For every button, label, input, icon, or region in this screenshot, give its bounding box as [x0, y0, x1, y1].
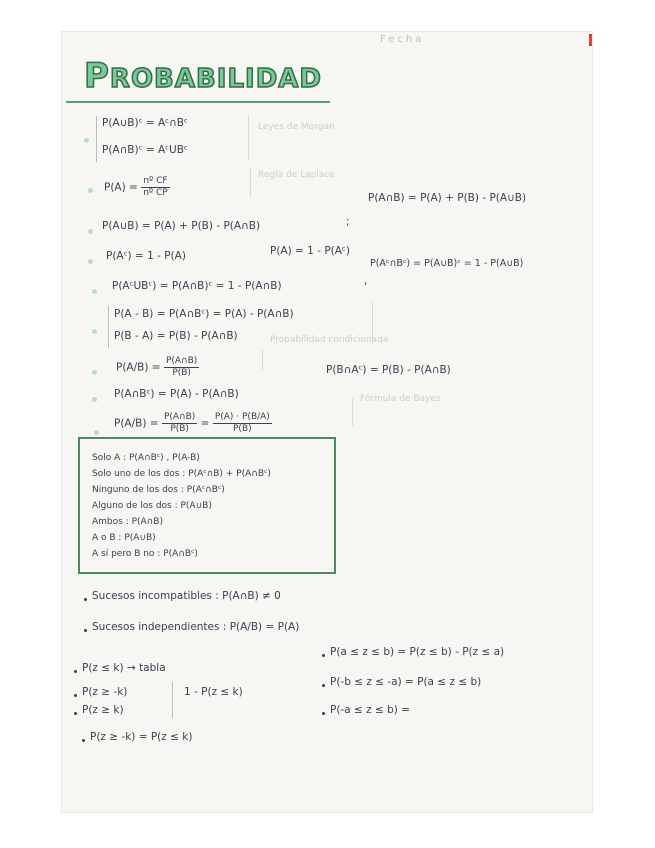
laplace-denominator: nº CP [143, 188, 168, 198]
laplace-lhs: P(A) = [104, 181, 138, 194]
title-underline [66, 101, 330, 103]
bayes-denominator-2: P(B) [233, 424, 252, 434]
normal-brace-result: 1 - P(z ≤ k) [184, 686, 243, 698]
box-item-a-o-b: A o B : P(A∪B) [92, 533, 156, 543]
normal-z-ge-negk: P(z ≥ -k) [82, 686, 128, 698]
bullet [74, 712, 77, 715]
bullet [88, 188, 93, 193]
date-mark: Fecha [380, 34, 425, 45]
bullet [88, 259, 93, 264]
formula-difference-2: P(B - A) = P(B) - P(A∩B) [114, 330, 238, 342]
normal-nega-z-b: P(-a ≤ z ≤ b) = [330, 704, 411, 716]
formula-inter-complement-2: P(B∩Aᶜ) = P(B) - P(A∩B) [326, 364, 451, 376]
notebook-page [62, 32, 592, 812]
bayes-fraction-1 [162, 412, 197, 435]
note-bracket [248, 116, 249, 160]
normal-negb-z-nega: P(-b ≤ z ≤ -a) = P(a ≤ z ≤ b) [330, 676, 482, 688]
page-title [84, 56, 322, 96]
box-item-solo-a: Solo A : P(A∩Bᶜ) , P(A-B) [92, 453, 200, 463]
note-laplace: Regla de Laplace [258, 170, 335, 180]
formula-demorgan-2: P(A∩B)ᶜ = AᶜUBᶜ [102, 144, 188, 156]
formula-inter-complement: P(A∩Bᶜ) = P(A) - P(A∩B) [114, 388, 239, 400]
bullet [92, 397, 97, 402]
formula-complement-union: P(AᶜUBᶜ) = P(A∩B)ᶜ = 1 - P(A∩B) [112, 280, 282, 292]
bayes-numerator-1: P(A∩B) [163, 412, 196, 422]
formula-bayes [114, 412, 272, 435]
conditional-denominator: P(B) [172, 368, 191, 378]
laplace-numerator: nº CF [143, 176, 168, 186]
note-conditional: Probabilidad condicionada [270, 335, 389, 345]
bracket-line [96, 116, 97, 162]
normal-z-ge-k: P(z ≥ k) [82, 704, 124, 716]
bayes-denominator-1: P(B) [170, 424, 189, 434]
bullet [322, 654, 325, 657]
box-item-a-si-b-no: A sí pero B no : P(A∩Bᶜ) [92, 549, 198, 559]
formula-demorgan-1: P(A∪B)ᶜ = Aᶜ∩Bᶜ [102, 117, 188, 129]
bayes-fraction-2 [213, 412, 272, 435]
note-demorgan: Leyes de Morgan [258, 122, 335, 132]
bullet [84, 629, 87, 632]
bullet [84, 598, 87, 601]
formula-conditional [116, 356, 199, 379]
bullet [92, 289, 97, 294]
page-title-initial: P [84, 56, 110, 96]
formula-complement-2: P(A) = 1 - P(Aᶜ) [270, 245, 350, 257]
laplace-fraction [141, 176, 170, 199]
separator: ; [346, 216, 350, 228]
bullet [84, 138, 89, 143]
margin-mark [589, 34, 592, 46]
bayes-lhs: P(A/B) = [114, 417, 159, 430]
events-independent: Sucesos independientes : P(A/B) = P(A) [92, 621, 300, 633]
bayes-equals: = [200, 417, 210, 430]
formula-complement-inter: P(Aᶜ∩Bᶜ) = P(A∪B)ᶜ = 1 - P(A∪B) [370, 258, 524, 269]
bracket-line [108, 306, 109, 348]
formula-laplace [104, 176, 170, 199]
note-bracket [262, 350, 263, 370]
bullet [74, 670, 77, 673]
bullet [322, 684, 325, 687]
formula-intersection: P(A∩B) = P(A) + P(B) - P(A∪B) [368, 192, 527, 204]
cases-box [78, 437, 336, 574]
box-item-ambos: Ambos : P(A∩B) [92, 517, 163, 527]
bullet [94, 430, 99, 435]
brace [172, 682, 173, 718]
bayes-numerator-2: P(A) · P(B/A) [214, 412, 270, 422]
formula-complement: P(Aᶜ) = 1 - P(A) [106, 250, 186, 262]
separator: , [364, 275, 368, 287]
bullet [82, 739, 85, 742]
note-bracket [250, 168, 251, 198]
bullet [322, 712, 325, 715]
conditional-fraction [164, 356, 199, 379]
conditional-lhs: P(A/B) = [116, 361, 161, 374]
note-bayes: Fórmula de Bayes [360, 394, 441, 404]
bullet [92, 329, 97, 334]
bullet [74, 694, 77, 697]
box-item-ninguno: Ninguno de los dos : P(Aᶜ∩Bᶜ) [92, 485, 225, 495]
page-title-rest: ROBABILIDAD [109, 64, 323, 94]
normal-z-ge-negk-2: P(z ≥ -k) = P(z ≤ k) [90, 731, 193, 743]
bullet [88, 229, 93, 234]
normal-z-le-k: P(z ≤ k) → tabla [82, 662, 166, 674]
conditional-numerator: P(A∩B) [165, 356, 198, 366]
note-bracket [352, 398, 353, 426]
box-item-solo-uno: Solo uno de los dos : P(Aᶜ∩B) + P(A∩Bᶜ) [92, 469, 271, 479]
formula-difference-1: P(A - B) = P(A∩Bᶜ) = P(A) - P(A∩B) [114, 308, 294, 320]
formula-union: P(A∪B) = P(A) + P(B) - P(A∩B) [102, 220, 261, 232]
normal-a-le-z-le-b: P(a ≤ z ≤ b) = P(z ≤ b) - P(z ≤ a) [330, 646, 505, 658]
events-incompatible: Sucesos incompatibles : P(A∩B) ≠ 0 [92, 590, 281, 602]
box-item-alguno: Alguno de los dos : P(A∪B) [92, 501, 212, 511]
bullet [92, 370, 97, 375]
